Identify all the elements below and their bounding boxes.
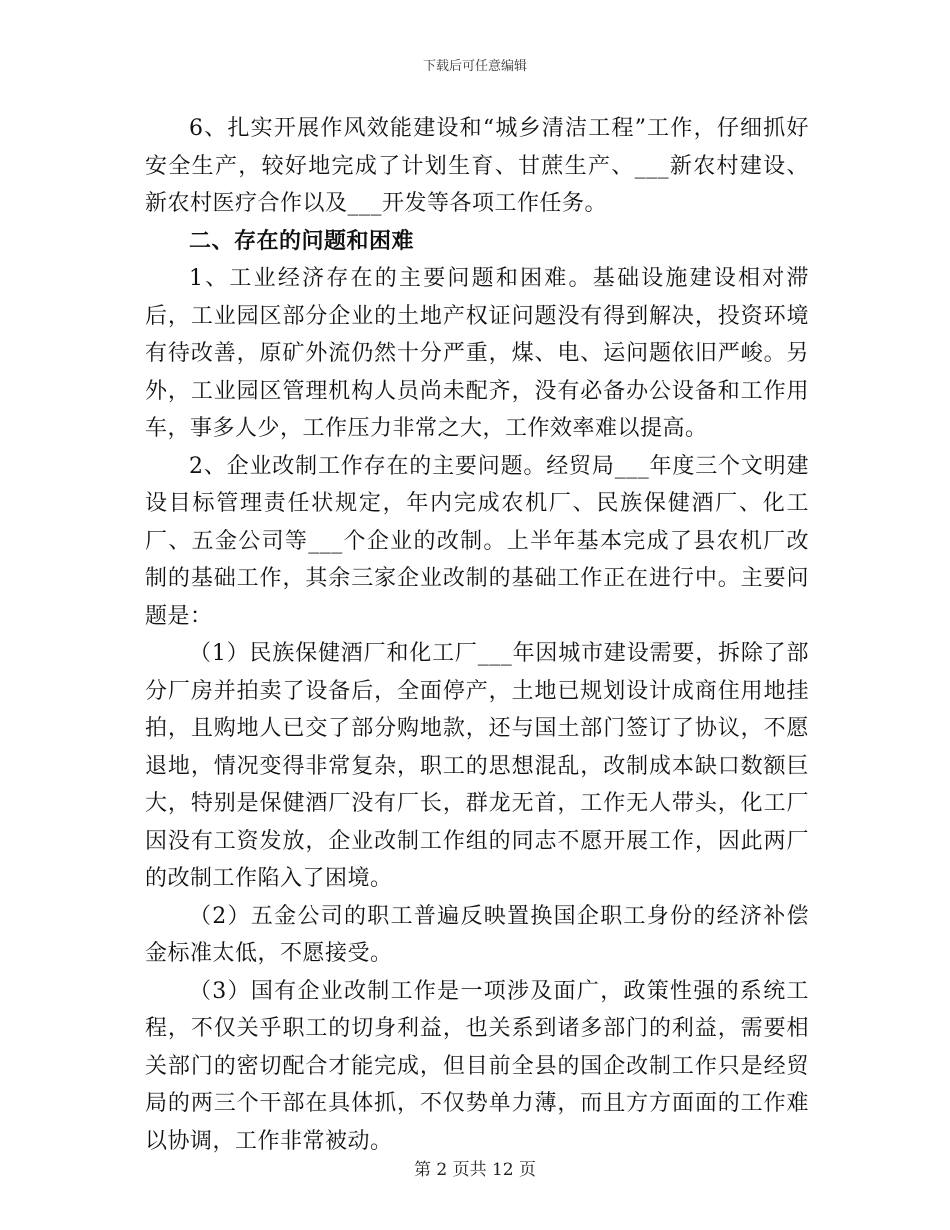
page-header: 下载后可任意编辑: [422, 59, 527, 74]
paragraph-problem-2: （2）五金公司的职工普遍反映置换国企职工身份的经济补偿金标准太低，不愿接受。: [145, 903, 809, 966]
paragraph-item-6: 6、扎实开展作风效能建设和“城乡清洁工程”工作，仔细抓好安全生产，较好地完成了计划生育、甘蔗生产、___新农村建设、新农村医疗合作以及___开发等各项工作任务。: [145, 116, 809, 216]
paragraph-industrial-economy: 1、工业经济存在的主要问题和困难。基础设施建设相对滞后，工业园区部分企业的土地产权证问题没有得到解决，投资环境有待改善，原矿外流仍然十分严重，煤、电、运问题依旧严峻。另外，工业园区管理机构人员尚未配齐，没有必备办公设备和工作用车，事多人少，工作压力非常之大，工作效率难以提高。: [145, 266, 809, 441]
paragraph-problem-3: （3）国有企业改制工作是一项涉及面广，政策性强的系统工程，不仅关乎职工的切身利益，也关系到诸多部门的利益，需要相关部门的密切配合才能完成，但目前全县的国企改制工作只是经贸局的两三个干部在具体抓，不仅势单力薄，而且方方面面的工作难以协调，工作非常被动。: [145, 978, 809, 1154]
section-heading-problems: 二、存在的问题和困难: [189, 227, 415, 254]
page-number: 第 2 页共 12 页: [413, 1160, 537, 1180]
paragraph-enterprise-reform: 2、企业改制工作存在的主要问题。经贸局___年度三个文明建设目标管理责任状规定，年内完成农机厂、民族保健酒厂、化工厂、五金公司等___个企业的改制。上半年基本完成了县农机厂改制的基础工作，其余三家企业改制的基础工作正在进行中。主要问题是：: [145, 453, 809, 629]
paragraph-problem-1: （1）民族保健酒厂和化工厂___年因城市建设需要，拆除了部分厂房并拍卖了设备后，全面停产，土地已规划设计成商住用地挂拍，且购地人已交了部分购地款，还与国土部门签订了协议，不愿退地，情况变得非常复杂，职工的思想混乱，改制成本缺口数额巨大，特别是保健酒厂没有厂长，群龙无首，工作无人带头，化工厂因没有工资发放，企业改制工作组的同志不愿开展工作，因此两厂的改制工作陷入了困境。: [145, 641, 809, 891]
document-body: [145, 110, 809, 1160]
